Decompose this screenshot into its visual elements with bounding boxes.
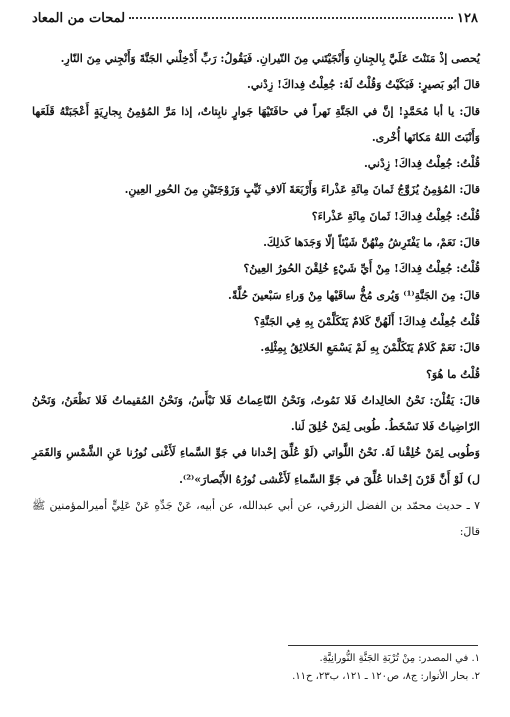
paragraph: قُلْتُ: جُعِلْتُ فِداكَ! زِدْني. (363, 157, 480, 171)
footnote: ١. في المصدر: مِنْ تُرْبَةِ الجَنَّةِ النُّورانِيَّةِ. (319, 653, 480, 664)
footnote-separator (288, 645, 478, 646)
paragraph: يُحصى إذْ مَنَنْتَ عَلَيَّ بِالجِنانِ وَأَنْجَيْتَني مِنَ النّيرانِ. فَيَقُولُ: رَبِّ أَدْخِلْني الجَنَّةَ وَأَنْجِني مِنَ النّارِ. (60, 52, 480, 65)
paragraph: قالَ: مِنَ الجَنَّةِ⁽¹⁾ وَيُرى مُخُّ ساقَيْها مِنْ وَراءِ سَبْعينَ حُلَّةً. (228, 288, 480, 302)
paragraph: قالَ: نَعَمْ، ما يَفْتَرِشُ مِنْهُنَّ شَيْئاً إلّا وَجَدَها كَذلِكَ. (263, 236, 480, 250)
paragraph: وَطُوبى لِمَنْ خُلِقْنا لَهُ. نَحْنُ اللَّواتي (لَوْ عُلِّقَ إحْدانا في جَوِّ السَّماءِ لَأَغْنى نُورُنا عَنِ الشَّمْسِ وَالقَمَرِ ل) لَوْ أَنَّ قَرْنَ إحْدانا عُلِّقَ في جَوِّ السَّماءِ لَأَغْشى نُورُهُ الأَبْصارَ»⁽²⁾. (32, 446, 480, 486)
paragraph: قالَ: يَقُلْنَ: نَحْنُ الخالِداتُ فَلا نَمُوتُ، وَنَحْنُ النّاعِماتُ فَلا نَبْأَسُ، وَنَحْنُ المُقيماتُ فَلا نَظْعَنُ، وَنَحْنُ الرّاضِياتُ فَلا نَسْخَطُ. طُوبى لِمَنْ خُلِقَ لَنا. (32, 393, 480, 434)
paragraph: قُلْتُ: جُعِلْتُ فِداكَ! ثَمانَ مِائَةِ عَذْراءَ؟ (311, 209, 480, 223)
hadith-intro: ٧ ـ حديث محمّد بن الفضل الزرقي، عن أبي عبدالله، عن أبيه، عَنْ جَدِّهِ عَنْ عَلِيٍّ أميرالمؤمنين ﷺ قالَ: (32, 499, 480, 539)
paragraph: قُلْتُ ما هُوَ؟ (426, 367, 480, 381)
paragraph: قالَ أبُو بَصيرٍ: فَبَكَيْتُ وَقُلْتُ لَهُ: جُعِلْتُ فِداكَ! زِدْني. (247, 78, 480, 92)
running-title: لمحات من المعاد (32, 10, 126, 26)
body-text (32, 46, 480, 546)
footnotes (32, 650, 480, 686)
page-number: ١٢٨ (457, 10, 478, 26)
page-header (32, 6, 478, 30)
paragraph: قُلْتُ جُعِلْتُ فِداكَ! أَلَهُنَّ كَلامٌ يَتَكَلَّمْنَ بِهِ فِي الجَنَّةِ؟ (253, 314, 480, 328)
footnote: ٢. بحار الأنوار: ج٨، ص١٢٠ ـ ١٢١، ب٢٣، ح١١. (292, 671, 480, 682)
paragraph: قُلْتُ: جُعِلْتُ فِداكَ! مِنْ أَيِّ شَيْءٍ خُلِقْنَ الحُورُ العِينُ؟ (243, 262, 480, 276)
paragraph: قالَ: يا أبا مُحَمَّدٍ! إنَّ في الجَنَّةِ نَهراً في حافَتَيْهَا جَوارٍ نابِتاتٌ، إذا مَرَّ المُؤمِنُ بِجارِيَةٍ أَعْجَبَتْهُ قَلَعَها وَأَنْبَتَ اللهُ مَكانَها أُخْرى. (32, 104, 480, 144)
paragraph: قالَ: المُؤمِنُ يُزَوَّجُ ثَمانَ مِائَةِ عَذْراءَ وَأَرْبَعَةَ آلافِ ثَيِّبٍ وَزَوْجَتَيْنِ مِنَ الحُورِ العِينِ. (124, 183, 480, 197)
paragraph: قالَ: نَعَمْ كَلامٌ يَتَكَلَّمْنَ بِهِ لَمْ يَسْمَعِ الخَلائِقُ بِمِثْلِهِ. (260, 341, 480, 355)
header-leader-dots (129, 17, 453, 19)
